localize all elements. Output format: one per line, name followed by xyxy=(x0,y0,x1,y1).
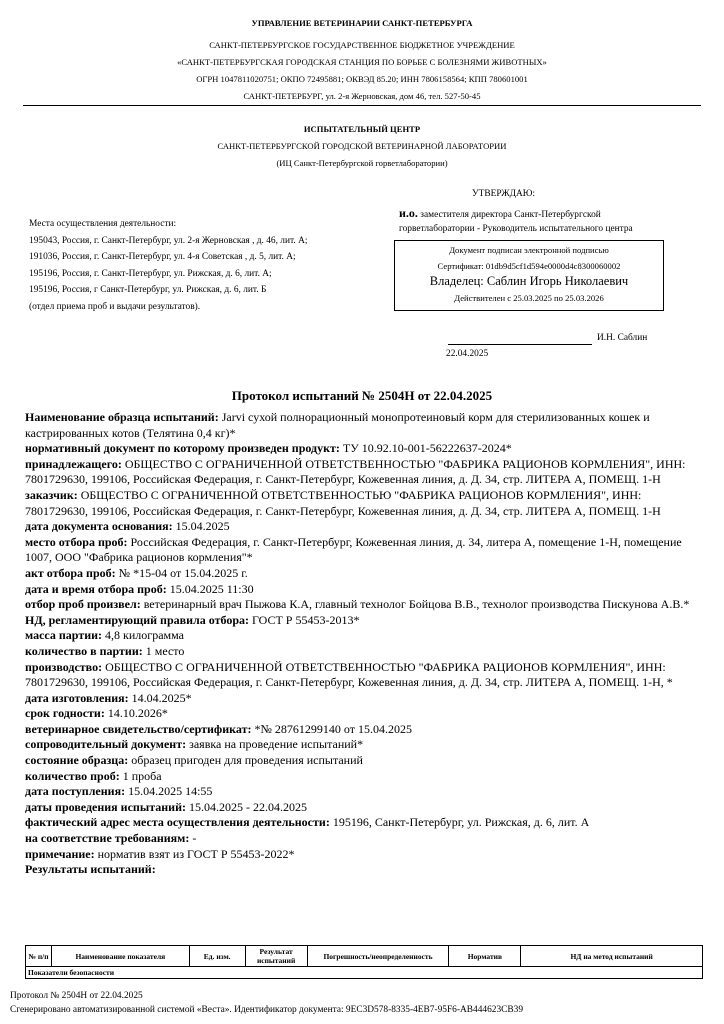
protocol-title: Протокол испытаний № 2504Н от 22.04.2025 xyxy=(231,388,493,403)
institution-codes: ОГРН 1047811020751; ОКПО 72495881; ОКВЭД 85.20; ИНН 7806158564; КПП 780601001 xyxy=(196,74,528,84)
field-batch-mass: масса партии: 4,8 килограмма xyxy=(25,628,184,643)
approve-position-line1: и.о. заместителя директора Санкт-Петербургской xyxy=(399,206,601,220)
field-manufacturer: производство: ОБЩЕСТВО С ОГРАНИЧЕННОЙ ОТВЕТСТВЕННОСТЬЮ "ФАБРИКА РАЦИОНОВ КОРМЛЕНИЯ", ИНН: 7801729630, 199106, Российская Федерация, г. Санкт-Петербург, Кожевенная линия, д. Д. 34, стр. ЛИТЕРА А, ПОМЕЩ. 1-Н, * xyxy=(25,659,673,690)
approve-position-line2: горветлаборатории - Руководитель испытательного центра xyxy=(399,224,633,234)
col-header-uncertainty: Погрешность/неопределенность xyxy=(307,946,449,967)
col-header-number: № п/п xyxy=(26,946,52,967)
testing-center-title: ИСПЫТАТЕЛЬНЫЙ ЦЕНТР xyxy=(303,124,421,134)
signature-line xyxy=(448,344,592,345)
field-batch-quantity: количество в партии: 1 место xyxy=(25,643,185,658)
approve-title: УТВЕРЖДАЮ: xyxy=(472,189,536,199)
col-header-result: Результат испытаний xyxy=(245,946,307,967)
field-customer: заказчик: ОБЩЕСТВО С ОГРАНИЧЕННОЙ ОТВЕТСТВЕННОСТЬЮ "ФАБРИКА РАЦИОНОВ КОРМЛЕНИЯ", ИНН: 7801729630, 199106, Российская Федерация, г. Санкт-Петербург, Кожевенная линия, д. Д. 34, стр. ЛИТЕРА А, ПОМЕЩ. 1-Н xyxy=(25,487,661,518)
esig-validity: Действителен с 25.03.2025 по 25.03.2026 xyxy=(454,293,604,303)
col-header-norm: Норматив xyxy=(449,946,521,967)
places-of-activity xyxy=(29,216,307,315)
section-safety-indicators: Показатели безопасности xyxy=(26,967,703,979)
field-regulatory-doc: нормативный документ по которому произведен продукт: ТУ 10.92.10-001-56222637-2024* xyxy=(25,441,512,456)
field-sample-condition: состояние образца: образец пригоден для проведения испытаний xyxy=(25,753,363,768)
table-section-row xyxy=(26,967,703,979)
field-sampling-act: акт отбора проб: № *15-04 от 15.04.2025 г. xyxy=(25,565,248,580)
field-basis-date: дата документа основания: 15.04.2025 xyxy=(25,519,230,534)
field-owner: принадлежащего: ОБЩЕСТВО С ОГРАНИЧЕННОЙ ОТВЕТСТВЕННОСТЬЮ "ФАБРИКА РАЦИОНОВ КОРМЛЕНИЯ", ИНН: 7801729630, 199106, Российская Федерация, г. Санкт-Петербург, Кожевенная линия, д. Д. 34, стр. ЛИТЕРА А, ПОМЕЩ. 1-Н xyxy=(25,456,686,487)
field-vet-certificate: ветеринарное свидетельство/сертификат: *№ 28761299140 от 15.04.2025 xyxy=(25,721,413,736)
institution-address: САНКТ-ПЕТЕРБУРГ, ул. 2-я Жерновская, дом 46, тел. 527-50-45 xyxy=(243,91,481,101)
places-line: (отдел приема проб и выдачи результатов). xyxy=(29,301,201,312)
col-header-method: НД на метод испытаний xyxy=(521,946,703,967)
laboratory-short-name: (ИЦ Санкт-Петербургской горветлаборатории) xyxy=(276,158,448,168)
field-accompanying-doc: сопроводительный документ: заявка на проведение испытаний* xyxy=(25,737,364,752)
institution-type: САНКТ-ПЕТЕРБУРГСКОЕ ГОСУДАРСТВЕННОЕ БЮДЖЕТНОЕ УЧРЕЖДЕНИЕ xyxy=(209,40,515,50)
approve-date: 22.04.2025 xyxy=(446,349,489,359)
col-header-indicator: Наименование показателя xyxy=(51,946,189,967)
institution-name: «САНКТ-ПЕТЕРБУРГСКАЯ ГОРОДСКАЯ СТАНЦИЯ ПО БОРЬБЕ С БОЛЕЗНЯМИ ЖИВОТНЫХ» xyxy=(177,57,547,67)
field-results-heading: Результаты испытаний: xyxy=(25,862,156,877)
footer-protocol: Протокол № 2504Н от 22.04.2025 xyxy=(10,991,143,1001)
table-header-row xyxy=(26,946,703,967)
field-test-dates: даты проведения испытаний: 15.04.2025 - 22.04.2025 xyxy=(25,799,307,814)
results-table xyxy=(25,945,703,979)
field-receipt-date: дата поступления: 15.04.2025 14:55 xyxy=(25,784,213,799)
esig-certificate: Сертификат: 01db9d5cf1d594e0000d4c8300060002 xyxy=(437,261,621,271)
field-note: примечание: норматив взят из ГОСТ Р 55453-2022* xyxy=(25,846,295,861)
places-title: Места осуществления деятельности: xyxy=(29,219,177,229)
agency-name: УПРАВЛЕНИЕ ВЕТЕРИНАРИИ САНКТ-ПЕТЕРБУРГА xyxy=(251,18,473,28)
field-sampling-rules: НД, регламентирующий правила отбора: ГОСТ Р 55453-2013* xyxy=(25,612,360,627)
places-line: 195196, Россия, г. Санкт-Петербург, ул. Рижская, д. 6, лит. А; xyxy=(29,268,272,279)
field-compliance: на соответствие требованиям: - xyxy=(25,831,197,846)
field-sampling-datetime: дата и время отбора проб: 15.04.2025 11:30 xyxy=(25,581,254,596)
esig-owner: Владелец: Саблин Игорь Николаевич xyxy=(429,274,629,288)
header-divider xyxy=(23,105,701,106)
electronic-signature-stamp xyxy=(394,240,664,311)
field-sampling-place: место отбора проб: Российская Федерация, г. Санкт-Петербург, Кожевенная линия, д. 34, литера А, помещение 1-Н, помещение 1007, ООО "Фабрика рационов кормления"* xyxy=(25,534,682,565)
field-actual-address: фактический адрес места осуществления деятельности: 195196, Санкт-Петербург, ул. Рижская, д. 6, лит. А xyxy=(25,815,590,830)
field-expiry: срок годности: 14.10.2026* xyxy=(25,706,168,721)
places-line: 191036, Россия, г. Санкт-Петербург, ул. 4-я Советская , д. 5, лит. А; xyxy=(29,252,296,262)
field-manufacture-date: дата изготовления: 14.04.2025* xyxy=(25,690,192,705)
col-header-unit: Ед. изм. xyxy=(189,946,245,967)
field-sampled-by: отбор проб произвел: ветеринарный врач Пыжова К.А, главный технолог Бойцова В.В., технолог производства Пискунова А.В.* xyxy=(25,597,690,612)
footer-generated: Сгенерировано автоматизированной системой «Веста». Идентификатор документа: 9EC3D578-8335-4EB7-95F6-AB444623CB39 xyxy=(10,1005,524,1015)
places-line: 195043, Россия, г. Санкт-Петербург, ул. 2-я Жерновская , д. 46, лит. А; xyxy=(29,235,308,246)
places-line: 195196, Россия, г Санкт-Петербург, ул. Рижская, д. 6, лит. Б xyxy=(29,285,267,295)
approve-io: и.о. xyxy=(399,206,418,220)
field-sample-name: Наименование образца испытаний: Jarvi сухой полнорационный монопротеиновый корм для стерилизованных кошек и кастрированных котов (Телятина 0,4 кг)* xyxy=(25,410,650,440)
field-sample-count: количество проб: 1 проба xyxy=(25,768,162,783)
laboratory-name: САНКТ-ПЕТЕРБУРГСКОЙ ГОРОДСКОЙ ВЕТЕРИНАРНОЙ ЛАБОРАТОРИИ xyxy=(217,141,507,151)
signer-name: И.Н. Саблин xyxy=(597,333,648,343)
protocol-fields xyxy=(25,410,703,878)
esig-notice: Документ подписан электронной подписью xyxy=(449,245,609,255)
